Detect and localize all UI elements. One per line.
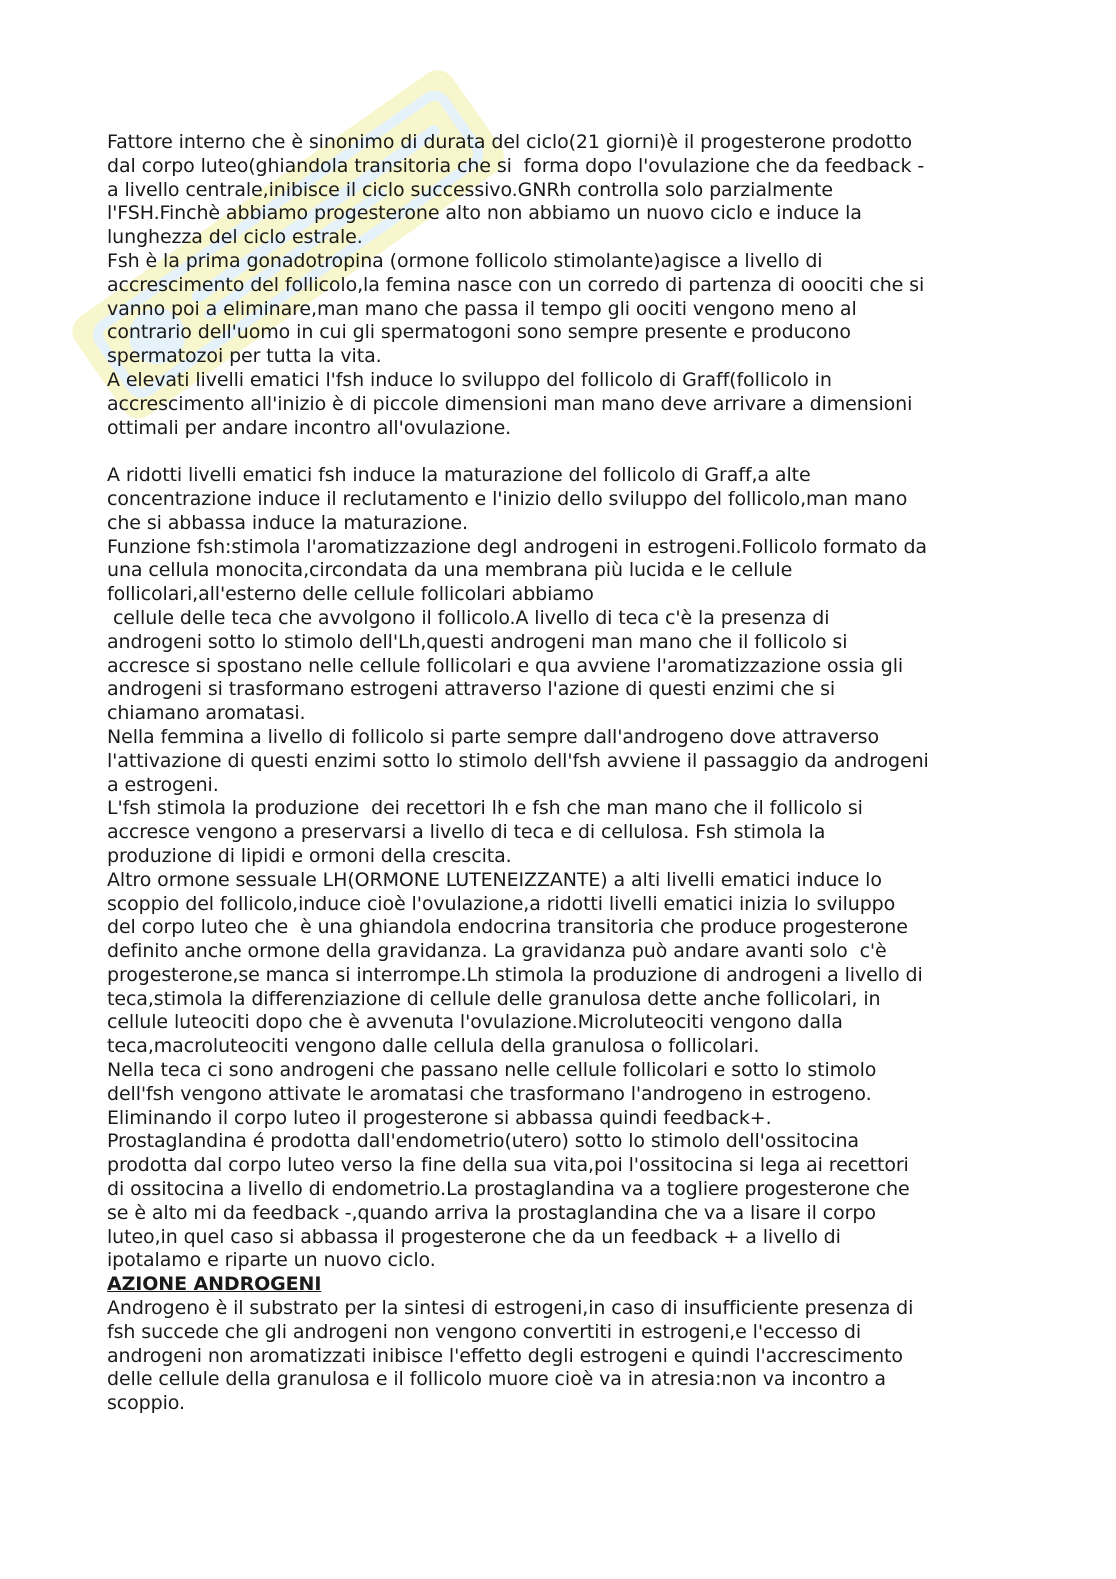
text-line: delle cellule della granulosa e il follicolo muore cioè va in atresia:non va incontro a: [107, 1368, 886, 1391]
text-line: teca,macroluteociti vengono dalle cellula della granulosa o follicolari.: [107, 1035, 760, 1058]
text-line: Eliminando il corpo luteo il progesterone si abbassa quindi feedback+.: [107, 1106, 772, 1129]
text-line: concentrazione induce il reclutamento e l'inizio dello sviluppo del follicolo,man mano: [107, 487, 908, 510]
text-line: Androgeno è il substrato per la sintesi di estrogeni,in caso di insufficiente presenza di: [107, 1297, 914, 1320]
text-line: se è alto mi da feedback -,quando arriva la prostaglandina che va a lisare il corpo: [107, 1201, 876, 1224]
text-line: chiamano aromatasi.: [107, 702, 306, 725]
text-line: accresce vengono a preservarsi a livello di teca e di cellulosa. Fsh stimola la: [107, 821, 826, 844]
paragraph-block-2: [107, 464, 1012, 1273]
text-line: dell'fsh vengono attivate le aromatasi che trasformano l'androgeno in estrogeno.: [107, 1082, 872, 1105]
text-line: del corpo luteo che è una ghiandola endocrina transitoria che produce progesterone: [107, 916, 908, 939]
text-line: androgeni sotto lo stimolo dell'Lh,questi androgeni man mano che il follicolo si: [107, 630, 848, 653]
text-line: ottimali per andare incontro all'ovulazione.: [107, 416, 512, 439]
text-line: vanno poi a eliminare,man mano che passa il tempo gli oociti vengono meno al: [107, 297, 857, 320]
text-line: di ossitocina a livello di endometrio.La prostaglandina va a togliere progesterone che: [107, 1178, 910, 1201]
text-line: spermatozoi per tutta la vita.: [107, 345, 382, 368]
text-line: Nella teca ci sono androgeni che passano nelle cellule follicolari e sotto lo stimolo: [107, 1059, 877, 1082]
text-line: scoppio del follicolo,induce cioè l'ovulazione,a ridotti livelli ematici inizia lo sviluppo: [107, 892, 896, 915]
blank-line: [107, 440, 1012, 464]
text-line: androgeni non aromatizzati inibisce l'effetto degli estrogeni e quindi l'accrescimento: [107, 1344, 903, 1367]
text-line: lunghezza del ciclo estrale.: [107, 226, 363, 249]
text-line: una cellula monocita,circondata da una membrana più lucida e le cellule: [107, 559, 793, 582]
text-line: follicolari,all'esterno delle cellule follicolari abbiamo: [107, 583, 594, 606]
text-line: progesterone,se manca si interrompe.Lh stimola la produzione di androgeni a livello di: [107, 963, 923, 986]
text-line: accrescimento del follicolo,la femina nasce con un corredo di partenza di ooociti che si: [107, 273, 925, 296]
text-line: Funzione fsh:stimola l'aromatizzazione degl androgeni in estrogeni.Follicolo formato da: [107, 535, 927, 558]
paragraph-block-3: [107, 1297, 1012, 1416]
text-line: Nella femmina a livello di follicolo si parte sempre dall'androgeno dove attraverso: [107, 725, 879, 748]
text-line: luteo,in quel caso si abbassa il progesterone che da un feedback + a livello di: [107, 1225, 841, 1248]
text-line: produzione di lipidi e ormoni della crescita.: [107, 844, 512, 867]
text-line: L'fsh stimola la produzione dei recettori lh e fsh che man mano che il follicolo si: [107, 797, 863, 820]
text-line: A ridotti livelli ematici fsh induce la maturazione del follicolo di Graff,a alte: [107, 464, 811, 487]
text-line: a estrogeni.: [107, 773, 219, 796]
text-line: cellule delle teca che avvolgono il follicolo.A livello di teca c'è la presenza di: [107, 606, 830, 629]
text-line: fsh succede che gli androgeni non vengono convertiti in estrogeni,e l'eccesso di: [107, 1320, 862, 1343]
text-line: che si abbassa induce la maturazione.: [107, 511, 468, 534]
text-line: accresce si spostano nelle cellule follicolari e qua avviene l'aromatizzazione ossia gli: [107, 654, 904, 677]
text-line: ipotalamo e riparte un nuovo ciclo.: [107, 1249, 436, 1272]
text-line: teca,stimola la differenziazione di cellule delle granulosa dette anche follicolari, in: [107, 987, 881, 1010]
document-body: [107, 131, 1012, 1416]
text-line: scoppio.: [107, 1392, 185, 1415]
text-line: definito anche ormone della gravidanza. La gravidanza può andare avanti solo c'è: [107, 940, 887, 963]
text-line: cellule luteociti dopo che è avvenuta l'ovulazione.Microluteociti vengono dalla: [107, 1011, 843, 1034]
text-line: accrescimento all'inizio è di piccole dimensioni man mano deve arrivare a dimensioni: [107, 392, 913, 415]
text-line: Altro ormone sessuale LH(ORMONE LUTENEIZZANTE) a alti livelli ematici induce lo: [107, 868, 882, 891]
section-heading: AZIONE ANDROGENI: [107, 1273, 322, 1296]
text-line: prodotta dal corpo luteo verso la fine della sua vita,poi l'ossitocina si lega ai recettori: [107, 1154, 909, 1177]
text-line: contrario dell'uomo in cui gli spermatogoni sono sempre presente e producono: [107, 321, 851, 344]
text-line: a livello centrale,inibisce il ciclo successivo.GNRh controlla solo parzialmente: [107, 178, 833, 201]
text-line: Prostaglandina é prodotta dall'endometrio(utero) sotto lo stimolo dell'ossitocina: [107, 1130, 859, 1153]
text-line: l'FSH.Finchè abbiamo progesterone alto non abbiamo un nuovo ciclo e induce la: [107, 202, 862, 225]
text-line: Fsh è la prima gonadotropina (ormone follicolo stimolante)agisce a livello di: [107, 249, 823, 272]
text-line: dal corpo luteo(ghiandola transitoria che si forma dopo l'ovulazione che da feedback -: [107, 154, 925, 177]
text-line: A elevati livelli ematici l'fsh induce lo sviluppo del follicolo di Graff(follicolo in: [107, 368, 832, 391]
paragraph-block-1: [107, 131, 1012, 440]
text-line: l'attivazione di questi enzimi sotto lo stimolo dell'fsh avviene il passaggio da androgeni: [107, 749, 929, 772]
text-line: androgeni si trasformano estrogeni attraverso l'azione di questi enzimi che si: [107, 678, 836, 701]
text-line: Fattore interno che è sinonimo di durata del ciclo(21 giorni)è il progesterone prodotto: [107, 131, 912, 153]
